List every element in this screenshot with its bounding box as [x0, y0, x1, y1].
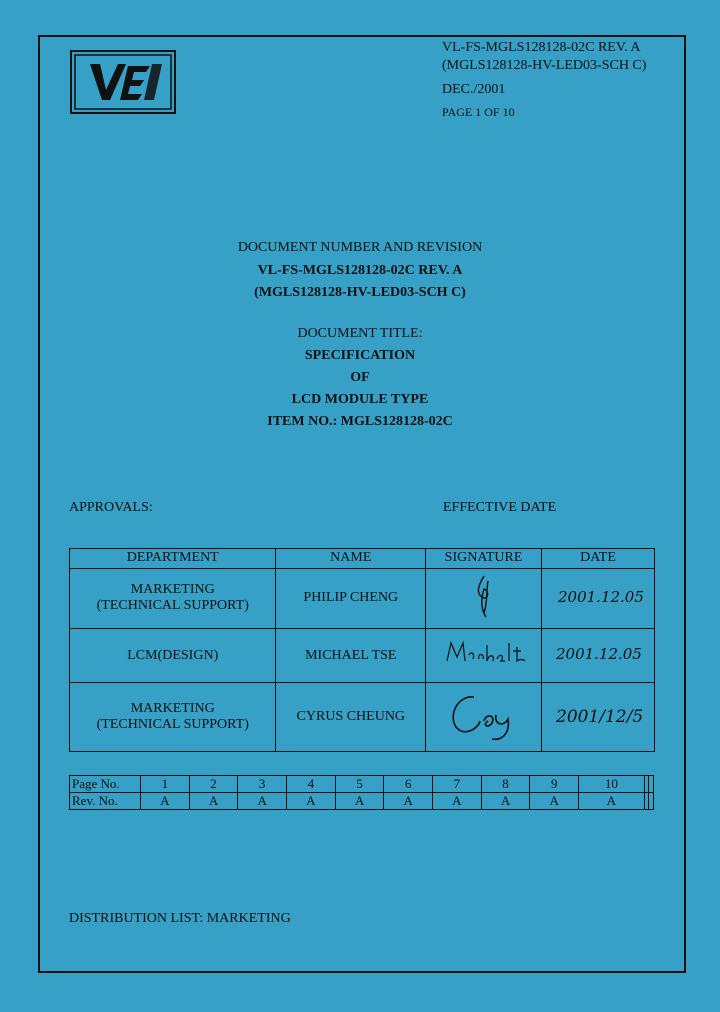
- page-number-row: [70, 776, 654, 793]
- header-page: PAGE 1 OF 10: [442, 105, 515, 119]
- revision-cell: A: [384, 793, 433, 810]
- revision-cell: A: [141, 793, 190, 810]
- page-number-cell: 4: [287, 776, 336, 793]
- name-cell: MICHAEL TSE: [276, 629, 426, 683]
- revision-cell: A: [189, 793, 238, 810]
- revision-cell: A: [579, 793, 645, 810]
- name-cell: PHILIP CHENG: [276, 568, 426, 628]
- signature-michael: [439, 633, 529, 673]
- page-number-cell: 7: [433, 776, 482, 793]
- date-cell: [542, 683, 655, 752]
- revision-cell: [649, 793, 654, 810]
- title-line-4: ITEM NO.: MGLS128128-02C: [267, 414, 453, 429]
- department-line: LCM(DESIGN): [127, 647, 219, 663]
- header-doc-number: VL-FS-MGLS128128-02C REV. A: [442, 40, 641, 55]
- doc-number-heading: DOCUMENT NUMBER AND REVISION: [237, 240, 483, 255]
- department-line: MARKETING: [130, 701, 215, 717]
- revision-cell: A: [530, 793, 579, 810]
- department-line: (TECHNICAL SUPPORT): [96, 717, 249, 733]
- table-row: [70, 629, 655, 683]
- col-date: DATE: [542, 549, 655, 569]
- title-line-2: OF: [350, 370, 370, 385]
- signature-cyrus: [434, 685, 534, 745]
- department-cell: [70, 683, 276, 752]
- date-cell: [542, 629, 655, 683]
- department-cell: [70, 568, 276, 628]
- handwritten-date-text: 2001/12/5: [556, 706, 644, 727]
- approvals-table: [69, 548, 655, 752]
- distribution-list: DISTRIBUTION LIST: MARKETING: [69, 911, 291, 926]
- handwritten-date-2: [548, 633, 648, 673]
- revision-cell: A: [335, 793, 384, 810]
- page-number-cell: 3: [238, 776, 287, 793]
- revision-cell: A: [433, 793, 482, 810]
- page-number-cell: 10: [579, 776, 645, 793]
- page-no-label: Page No.: [70, 776, 141, 793]
- signature-philip: [454, 571, 514, 621]
- date-cell: [542, 568, 655, 628]
- revision-cell: A: [287, 793, 336, 810]
- title-line-1: SPECIFICATION: [304, 348, 416, 363]
- page-number-cell: 1: [141, 776, 190, 793]
- title-line-3: LCD MODULE TYPE: [291, 392, 429, 407]
- department-line: (TECHNICAL SUPPORT): [96, 598, 249, 614]
- signature-cell: [426, 568, 542, 628]
- revision-row: [70, 793, 654, 810]
- page-number-cell: 5: [335, 776, 384, 793]
- header-date: DEC./2001: [442, 82, 506, 97]
- page-number-cell: 6: [384, 776, 433, 793]
- doc-number: VL-FS-MGLS128128-02C REV. A: [257, 263, 463, 278]
- table-row: [70, 683, 655, 752]
- doc-alt: (MGLS128128-HV-LED03-SCH C): [254, 285, 466, 300]
- page-number-cell: 9: [530, 776, 579, 793]
- page-number-cell: 2: [189, 776, 238, 793]
- page-revision-table: [69, 775, 654, 810]
- name-cell: CYRUS CHEUNG: [276, 683, 426, 752]
- handwritten-date-1: [548, 576, 648, 616]
- col-department: DEPARTMENT: [70, 549, 276, 569]
- page-number-cell: 8: [481, 776, 530, 793]
- company-logo: [70, 50, 176, 114]
- doc-title-heading: DOCUMENT TITLE:: [297, 326, 423, 341]
- revision-cell: A: [481, 793, 530, 810]
- rev-no-label: Rev. No.: [70, 793, 141, 810]
- signature-cell: [426, 683, 542, 752]
- handwritten-date-text: 2001.12.05: [558, 587, 644, 606]
- signature-cell: [426, 629, 542, 683]
- handwritten-date-3: [548, 690, 648, 740]
- page-number-cell: [649, 776, 654, 793]
- col-signature: SIGNATURE: [426, 549, 542, 569]
- col-name: NAME: [276, 549, 426, 569]
- approvals-label: APPROVALS:: [69, 500, 153, 515]
- department-cell: [70, 629, 276, 683]
- handwritten-date-text: 2001.12.05: [556, 645, 642, 664]
- effective-date-label: EFFECTIVE DATE: [443, 500, 557, 515]
- table-row: [70, 568, 655, 628]
- revision-cell: A: [238, 793, 287, 810]
- header-doc-alt: (MGLS128128-HV-LED03-SCH C): [442, 58, 647, 73]
- department-line: MARKETING: [130, 582, 215, 598]
